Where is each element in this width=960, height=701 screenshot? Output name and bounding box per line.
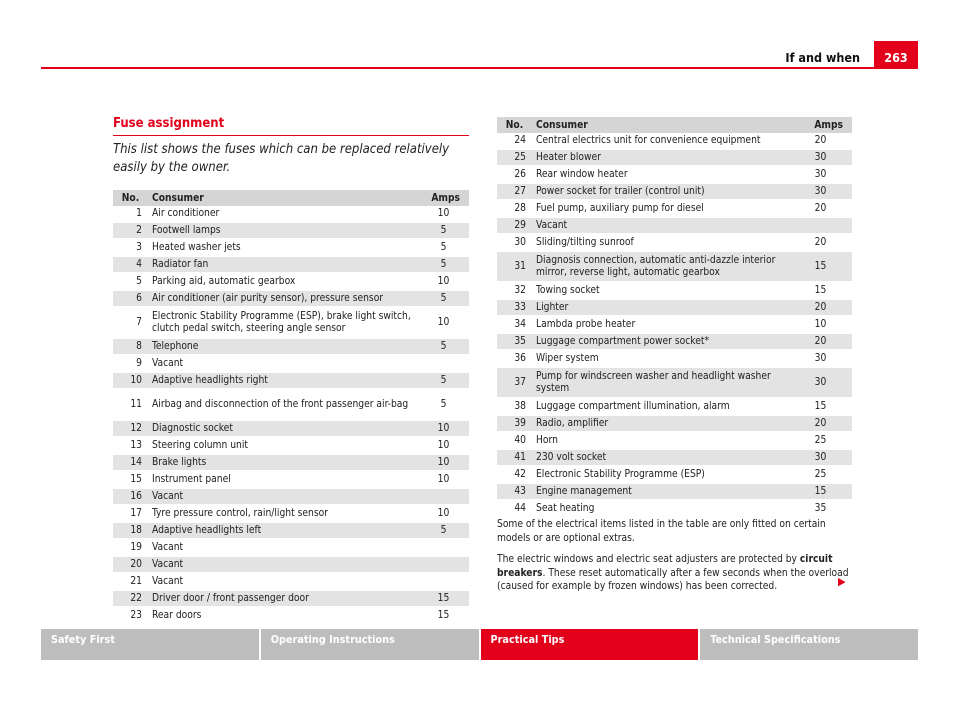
table-header-row (497, 117, 852, 133)
cell-no: 29 (497, 217, 532, 234)
cell-consumer: Electronic Stability Programme (ESP) (532, 466, 789, 483)
cell-no: 8 (113, 338, 148, 355)
fuse-table-left (113, 190, 469, 625)
cell-consumer: Adaptive headlights right (148, 372, 418, 389)
cell-consumer: Vacant (148, 539, 418, 556)
table-row (497, 398, 852, 415)
footer-tab-technical-specifications[interactable]: Technical Specifications (700, 629, 918, 660)
table-row (497, 217, 852, 234)
header-rule (41, 67, 918, 69)
cell-no: 13 (113, 437, 148, 454)
footer-tab-operating-instructions[interactable]: Operating Instructions (261, 629, 479, 660)
cell-consumer: Seat heating (532, 500, 789, 517)
cell-consumer: Pump for windscreen washer and headlight washer system (532, 367, 789, 398)
cell-amps: 5 (418, 338, 469, 355)
table-row (113, 488, 469, 505)
cell-consumer: Footwell lamps (148, 222, 418, 239)
table-row (497, 449, 852, 466)
cell-consumer: Fuel pump, auxiliary pump for diesel (532, 200, 789, 217)
cell-amps: 15 (789, 251, 852, 282)
cell-consumer: Telephone (148, 338, 418, 355)
cell-no: 24 (497, 133, 532, 149)
footer-tab-practical-tips[interactable]: Practical Tips (481, 629, 699, 660)
cell-no: 37 (497, 367, 532, 398)
cell-amps: 25 (789, 466, 852, 483)
cell-consumer: Instrument panel (148, 471, 418, 488)
table-row (113, 505, 469, 522)
table-row (113, 471, 469, 488)
table-row (497, 483, 852, 500)
column-header-amps: Amps (418, 190, 469, 206)
cell-no: 25 (497, 149, 532, 166)
table-row (113, 607, 469, 624)
cell-no: 4 (113, 256, 148, 273)
cell-consumer: Air conditioner (air purity sensor), pressure sensor (148, 290, 418, 307)
cell-consumer: Vacant (532, 217, 789, 234)
cell-amps: 15 (789, 398, 852, 415)
cell-amps: 20 (789, 333, 852, 350)
cell-no: 9 (113, 355, 148, 372)
table-row (497, 500, 852, 517)
table-row (497, 466, 852, 483)
table-row (497, 367, 852, 398)
table-row (497, 133, 852, 149)
cell-amps (418, 556, 469, 573)
table-row (497, 333, 852, 350)
cell-amps: 10 (418, 420, 469, 437)
cell-consumer: Diagnostic socket (148, 420, 418, 437)
cell-amps: 15 (418, 607, 469, 624)
cell-no: 14 (113, 454, 148, 471)
cell-consumer: Steering column unit (148, 437, 418, 454)
cell-amps (789, 217, 852, 234)
cell-amps: 10 (418, 273, 469, 290)
fuse-table-right (497, 117, 852, 518)
cell-consumer: Engine management (532, 483, 789, 500)
running-header-title: If and when (785, 50, 860, 65)
cell-no: 40 (497, 432, 532, 449)
cell-no: 44 (497, 500, 532, 517)
cell-amps: 5 (418, 372, 469, 389)
table-row (497, 432, 852, 449)
cell-no: 43 (497, 483, 532, 500)
cell-amps: 15 (789, 483, 852, 500)
cell-no: 42 (497, 466, 532, 483)
cell-consumer: Adaptive headlights left (148, 522, 418, 539)
cell-amps (418, 573, 469, 590)
cell-no: 27 (497, 183, 532, 200)
table-row (113, 239, 469, 256)
table-row (113, 206, 469, 222)
table-row (113, 420, 469, 437)
section-rule (113, 135, 469, 136)
table-row (113, 290, 469, 307)
table-row (497, 149, 852, 166)
cell-amps: 30 (789, 166, 852, 183)
table-row (497, 316, 852, 333)
cell-amps: 5 (418, 389, 469, 420)
cell-amps: 10 (418, 471, 469, 488)
cell-amps: 35 (789, 500, 852, 517)
cell-amps: 10 (418, 307, 469, 338)
continue-arrow-icon: ▶ (838, 575, 846, 588)
cell-consumer: Radio, amplifier (532, 415, 789, 432)
table-row (113, 573, 469, 590)
cell-amps: 10 (418, 437, 469, 454)
cell-consumer: Heater blower (532, 149, 789, 166)
cell-consumer: Sliding/tilting sunroof (532, 234, 789, 251)
cell-consumer: Rear window heater (532, 166, 789, 183)
cell-amps (418, 355, 469, 372)
note-bold-term: circuit breakers (497, 554, 833, 579)
cell-amps: 30 (789, 149, 852, 166)
table-row (113, 338, 469, 355)
cell-no: 21 (113, 573, 148, 590)
cell-no: 38 (497, 398, 532, 415)
section-heading: Fuse assignment (113, 116, 225, 131)
cell-consumer: Vacant (148, 488, 418, 505)
column-header-consumer: Consumer (148, 190, 418, 206)
cell-no: 31 (497, 251, 532, 282)
cell-no: 34 (497, 316, 532, 333)
cell-consumer: Wiper system (532, 350, 789, 367)
cell-amps: 25 (789, 432, 852, 449)
cell-no: 3 (113, 239, 148, 256)
cell-amps: 15 (418, 590, 469, 607)
cell-amps: 30 (789, 183, 852, 200)
note-paragraph (497, 553, 852, 594)
table-row (497, 166, 852, 183)
cell-no: 36 (497, 350, 532, 367)
table-header-row (113, 190, 469, 206)
cell-amps (418, 539, 469, 556)
cell-amps: 10 (789, 316, 852, 333)
table-row (497, 200, 852, 217)
table-row (113, 307, 469, 338)
cell-consumer: Vacant (148, 355, 418, 372)
cell-no: 15 (113, 471, 148, 488)
table-row (113, 454, 469, 471)
cell-no: 32 (497, 282, 532, 299)
cell-amps: 5 (418, 522, 469, 539)
note-text: The electric windows and electric seat adjusters are protected by (497, 554, 800, 565)
cell-no: 33 (497, 299, 532, 316)
cell-amps: 30 (789, 367, 852, 398)
table-row (497, 350, 852, 367)
cell-amps: 5 (418, 222, 469, 239)
cell-consumer: Vacant (148, 556, 418, 573)
cell-no: 17 (113, 505, 148, 522)
cell-consumer: Parking aid, automatic gearbox (148, 273, 418, 290)
cell-consumer: Lighter (532, 299, 789, 316)
note-paragraph: Some of the electrical items listed in the table are only fitted on certain models or are optional extras. (497, 519, 826, 544)
cell-amps (418, 488, 469, 505)
cell-consumer: Power socket for trailer (control unit) (532, 183, 789, 200)
cell-no: 5 (113, 273, 148, 290)
cell-amps: 20 (789, 234, 852, 251)
table-row (497, 234, 852, 251)
cell-consumer: Rear doors (148, 607, 418, 624)
table-row (113, 522, 469, 539)
table-row (497, 299, 852, 316)
table-row (113, 539, 469, 556)
cell-no: 16 (113, 488, 148, 505)
column-header-no: No. (497, 117, 532, 133)
cell-amps: 20 (789, 133, 852, 149)
cell-amps: 20 (789, 299, 852, 316)
cell-consumer: Lambda probe heater (532, 316, 789, 333)
cell-no: 10 (113, 372, 148, 389)
cell-consumer: Vacant (148, 573, 418, 590)
cell-consumer: Luggage compartment illumination, alarm (532, 398, 789, 415)
cell-amps: 15 (789, 282, 852, 299)
cell-amps: 5 (418, 239, 469, 256)
cell-consumer: Radiator fan (148, 256, 418, 273)
table-row (113, 389, 469, 420)
cell-no: 41 (497, 449, 532, 466)
cell-consumer: Heated washer jets (148, 239, 418, 256)
cell-no: 39 (497, 415, 532, 432)
cell-consumer: Air conditioner (148, 206, 418, 222)
cell-no: 28 (497, 200, 532, 217)
cell-amps: 10 (418, 206, 469, 222)
cell-no: 19 (113, 539, 148, 556)
table-row (497, 183, 852, 200)
cell-no: 12 (113, 420, 148, 437)
table-row (497, 251, 852, 282)
table-row (113, 437, 469, 454)
table-row (497, 282, 852, 299)
cell-no: 26 (497, 166, 532, 183)
cell-consumer: Driver door / front passenger door (148, 590, 418, 607)
table-row (113, 273, 469, 290)
cell-consumer: Horn (532, 432, 789, 449)
table-row (113, 556, 469, 573)
notes-block (497, 518, 852, 602)
column-header-no: No. (113, 190, 148, 206)
table-row (113, 590, 469, 607)
cell-no: 11 (113, 389, 148, 420)
cell-no: 20 (113, 556, 148, 573)
cell-amps: 20 (789, 415, 852, 432)
cell-consumer: Airbag and disconnection of the front passenger air-bag (148, 389, 418, 420)
cell-consumer: Towing socket (532, 282, 789, 299)
cell-consumer: Brake lights (148, 454, 418, 471)
cell-amps: 20 (789, 200, 852, 217)
cell-no: 22 (113, 590, 148, 607)
cell-amps: 5 (418, 290, 469, 307)
cell-no: 1 (113, 206, 148, 222)
cell-no: 18 (113, 522, 148, 539)
table-row (113, 256, 469, 273)
cell-amps: 5 (418, 256, 469, 273)
column-header-consumer: Consumer (532, 117, 789, 133)
note-text: . These reset automatically after a few seconds when the overload (caused for example by frozen windows) has been corrected. (497, 567, 849, 592)
cell-consumer: Tyre pressure control, rain/light sensor (148, 505, 418, 522)
cell-consumer: Central electrics unit for convenience equipment (532, 133, 789, 149)
intro-text: This list shows the fuses which can be replaced relatively easily by the owner. (113, 142, 450, 175)
cell-no: 23 (113, 607, 148, 624)
cell-no: 6 (113, 290, 148, 307)
cell-consumer: Luggage compartment power socket* (532, 333, 789, 350)
cell-amps: 30 (789, 449, 852, 466)
cell-amps: 30 (789, 350, 852, 367)
cell-consumer: Diagnosis connection, automatic anti-dazzle interior mirror, reverse light, automatic gearbox (532, 251, 789, 282)
cell-no: 35 (497, 333, 532, 350)
page-number: 263 (874, 41, 918, 68)
cell-no: 7 (113, 307, 148, 338)
cell-amps: 10 (418, 454, 469, 471)
table-row (497, 415, 852, 432)
footer-nav (41, 629, 918, 660)
cell-consumer: 230 volt socket (532, 449, 789, 466)
column-header-amps: Amps (789, 117, 852, 133)
cell-amps: 10 (418, 505, 469, 522)
cell-consumer: Electronic Stability Programme (ESP), brake light switch, clutch pedal switch, steering angle sensor (148, 307, 418, 338)
cell-no: 2 (113, 222, 148, 239)
table-row (113, 372, 469, 389)
footer-tab-safety-first[interactable]: Safety First (41, 629, 259, 660)
table-row (113, 355, 469, 372)
cell-no: 30 (497, 234, 532, 251)
table-row (113, 222, 469, 239)
